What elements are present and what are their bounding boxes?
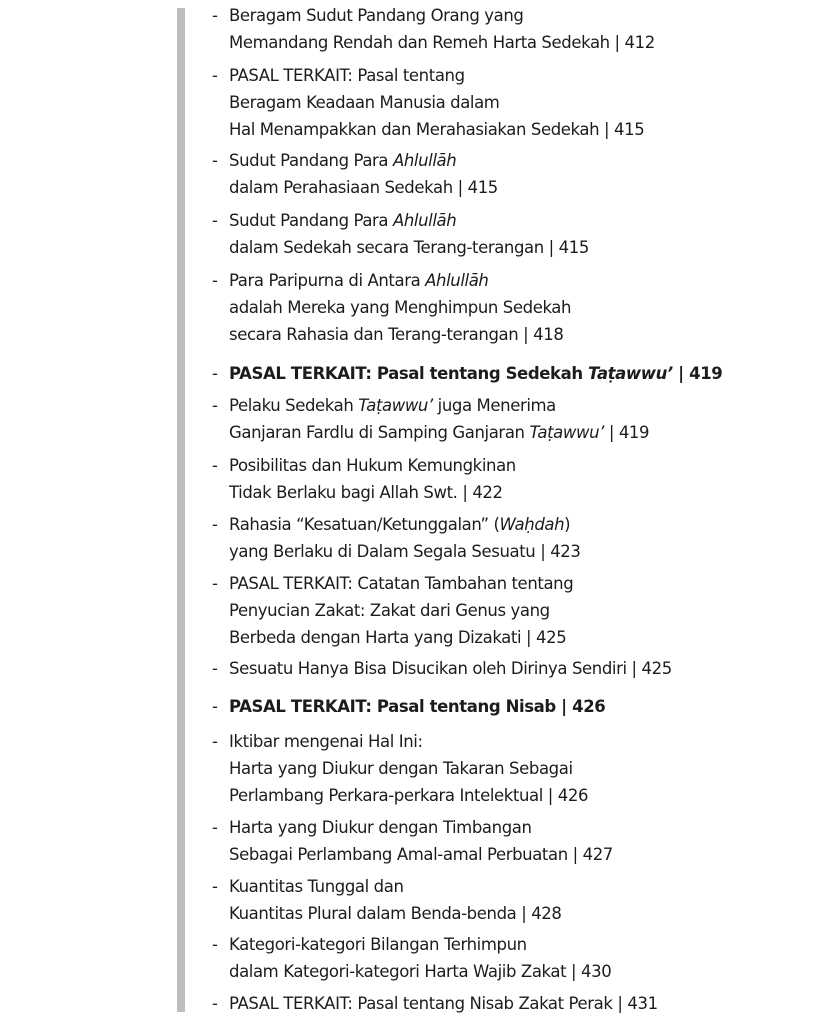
toc-text: PASAL TERKAIT: Catatan Tambahan tentang	[229, 574, 574, 593]
toc-text: Posibilitas dan Hukum Kemungkinan	[229, 456, 516, 475]
italic-term: Ahlullāh	[392, 211, 457, 230]
list-dash: -	[212, 732, 218, 751]
toc-text: Sesuatu Hanya Bisa Disucikan oleh Dirinya Sendiri | 425	[229, 659, 672, 678]
toc-entry-text	[229, 693, 605, 720]
toc-line	[229, 958, 611, 985]
toc-text: dalam Perahasiaan Sedekah | 415	[229, 178, 498, 197]
toc-entry	[212, 452, 812, 506]
toc-text: Kategori-kategori Bilangan Terhimpun	[229, 935, 527, 954]
toc-line	[229, 234, 589, 261]
toc-entry-text	[229, 655, 672, 682]
toc-entry-text	[229, 207, 589, 261]
toc-line	[229, 2, 655, 29]
toc-text: Tidak Berlaku bagi Allah Swt. | 422	[229, 483, 503, 502]
toc-text: Sebagai Perlambang Amal-amal Perbuatan | 427	[229, 845, 613, 864]
list-dash: -	[212, 271, 218, 290]
toc-line	[229, 479, 516, 506]
toc-text: secara Rahasia dan Terang-terangan | 418	[229, 325, 564, 344]
toc-text: PASAL TERKAIT: Pasal tentang Sedekah	[229, 364, 589, 383]
toc-line	[229, 29, 655, 56]
list-dash: -	[212, 6, 218, 25]
toc-line	[229, 147, 498, 174]
toc-line	[229, 814, 613, 841]
toc-text: | 419	[672, 364, 723, 383]
toc-entry	[212, 873, 812, 927]
toc-entry	[212, 147, 812, 201]
toc-text: PASAL TERKAIT: Pasal tentang Nisab Zakat Perak | 431	[229, 994, 658, 1013]
toc-text: Kuantitas Tunggal dan	[229, 877, 404, 896]
italic-term: Taṭawwu’	[588, 364, 673, 383]
toc-line	[229, 624, 573, 651]
italic-term: Taṭawwu’	[529, 423, 604, 442]
toc-line	[229, 174, 498, 201]
toc-entry-text	[229, 873, 562, 927]
list-dash: -	[212, 515, 218, 534]
toc-text: Sudut Pandang Para	[229, 211, 393, 230]
toc-line	[229, 570, 573, 597]
toc-line	[229, 294, 571, 321]
toc-line	[229, 990, 658, 1017]
toc-line	[229, 655, 672, 682]
toc-line	[229, 267, 571, 294]
toc-entry-text	[229, 62, 644, 143]
toc-text: dalam Kategori-kategori Harta Wajib Zakat | 430	[229, 962, 612, 981]
toc-line	[229, 755, 588, 782]
toc-line	[229, 207, 589, 234]
toc-entry	[212, 693, 812, 720]
toc-text: )	[564, 515, 571, 534]
toc-line	[229, 900, 562, 927]
list-dash: -	[212, 211, 218, 230]
list-dash: -	[212, 364, 218, 383]
toc-text: Berbeda dengan Harta yang Dizakati | 425	[229, 628, 567, 647]
toc-text: Para Paripurna di Antara	[229, 271, 426, 290]
list-dash: -	[212, 66, 218, 85]
toc-line	[229, 782, 588, 809]
toc-entry	[212, 392, 812, 446]
toc-entry-text	[229, 452, 516, 506]
toc-text: | 419	[603, 423, 650, 442]
italic-term: Taṭawwu’	[358, 396, 433, 415]
toc-line	[229, 392, 649, 419]
list-dash: -	[212, 994, 218, 1013]
toc-text: Ganjaran Fardlu di Samping Ganjaran	[229, 423, 530, 442]
toc-line	[229, 597, 573, 624]
list-dash: -	[212, 935, 218, 954]
italic-term: Ahlullāh	[392, 151, 457, 170]
toc-text: dalam Sedekah secara Terang-terangan | 415	[229, 238, 589, 257]
toc-text: Harta yang Diukur dengan Timbangan	[229, 818, 532, 837]
toc-entry	[212, 814, 812, 868]
toc-line	[229, 116, 644, 143]
toc-line	[229, 89, 644, 116]
list-dash: -	[212, 818, 218, 837]
toc-entry	[212, 267, 812, 348]
toc-entry-text	[229, 814, 613, 868]
toc-text: PASAL TERKAIT: Pasal tentang Nisab | 426	[229, 697, 606, 716]
list-dash: -	[212, 877, 218, 896]
toc-entry-text	[229, 570, 573, 651]
toc-text: Memandang Rendah dan Remeh Harta Sedekah | 412	[229, 33, 655, 52]
toc-text: Beragam Sudut Pandang Orang yang	[229, 6, 524, 25]
toc-text: Penyucian Zakat: Zakat dari Genus yang	[229, 601, 550, 620]
toc-text: Rahasia “Kesatuan/Ketunggalan” (	[229, 515, 500, 534]
toc-line	[229, 419, 649, 446]
toc-line	[229, 321, 571, 348]
toc-entry-text	[229, 931, 611, 985]
italic-term: Waḥdah	[499, 515, 565, 534]
list-dash: -	[212, 659, 218, 678]
toc-text: yang Berlaku di Dalam Segala Sesuatu | 423	[229, 542, 581, 561]
toc-line	[229, 693, 605, 720]
toc-entry	[212, 655, 812, 682]
toc-line	[229, 728, 588, 755]
margin-rule	[177, 8, 185, 1012]
list-dash: -	[212, 396, 218, 415]
toc-entry	[212, 570, 812, 651]
italic-term: Ahlullāh	[425, 271, 489, 290]
toc-entry-text	[229, 392, 649, 446]
toc-entry-text	[229, 267, 571, 348]
toc-entry	[212, 931, 812, 985]
toc-line	[229, 511, 581, 538]
toc-entry-text	[229, 728, 588, 809]
toc-entry	[212, 990, 812, 1017]
list-dash: -	[212, 697, 218, 716]
list-dash: -	[212, 456, 218, 475]
toc-line	[229, 931, 611, 958]
toc-entry-text	[229, 147, 498, 201]
toc-text: Hal Menampakkan dan Merahasiakan Sedekah | 415	[229, 120, 645, 139]
toc-text: Kuantitas Plural dalam Benda-benda | 428	[229, 904, 562, 923]
toc-text: Perlambang Perkara-perkara Intelektual | 426	[229, 786, 589, 805]
toc-text: Iktibar mengenai Hal Ini:	[229, 732, 423, 751]
toc-entry-text	[229, 511, 581, 565]
toc-line	[229, 873, 562, 900]
toc-line	[229, 538, 581, 565]
list-dash: -	[212, 574, 218, 593]
toc-text: adalah Mereka yang Menghimpun Sedekah	[229, 298, 572, 317]
toc-entry	[212, 511, 812, 565]
toc-line	[229, 452, 516, 479]
toc-entry-text	[229, 990, 658, 1017]
toc-entry-text	[229, 2, 655, 56]
toc-text: PASAL TERKAIT: Pasal tentang	[229, 66, 465, 85]
toc-line	[229, 841, 613, 868]
toc-entry	[212, 62, 812, 143]
toc-entry-text	[229, 360, 722, 387]
toc-entry	[212, 360, 812, 387]
list-dash: -	[212, 151, 218, 170]
toc-entry	[212, 2, 812, 56]
toc-entry	[212, 207, 812, 261]
toc-line	[229, 62, 644, 89]
toc-line	[229, 360, 722, 387]
toc-text: Beragam Keadaan Manusia dalam	[229, 93, 500, 112]
toc-entry	[212, 728, 812, 809]
toc-text: Harta yang Diukur dengan Takaran Sebagai	[229, 759, 573, 778]
toc-text: Pelaku Sedekah	[229, 396, 359, 415]
toc-text: juga Menerima	[432, 396, 556, 415]
toc-text: Sudut Pandang Para	[229, 151, 393, 170]
